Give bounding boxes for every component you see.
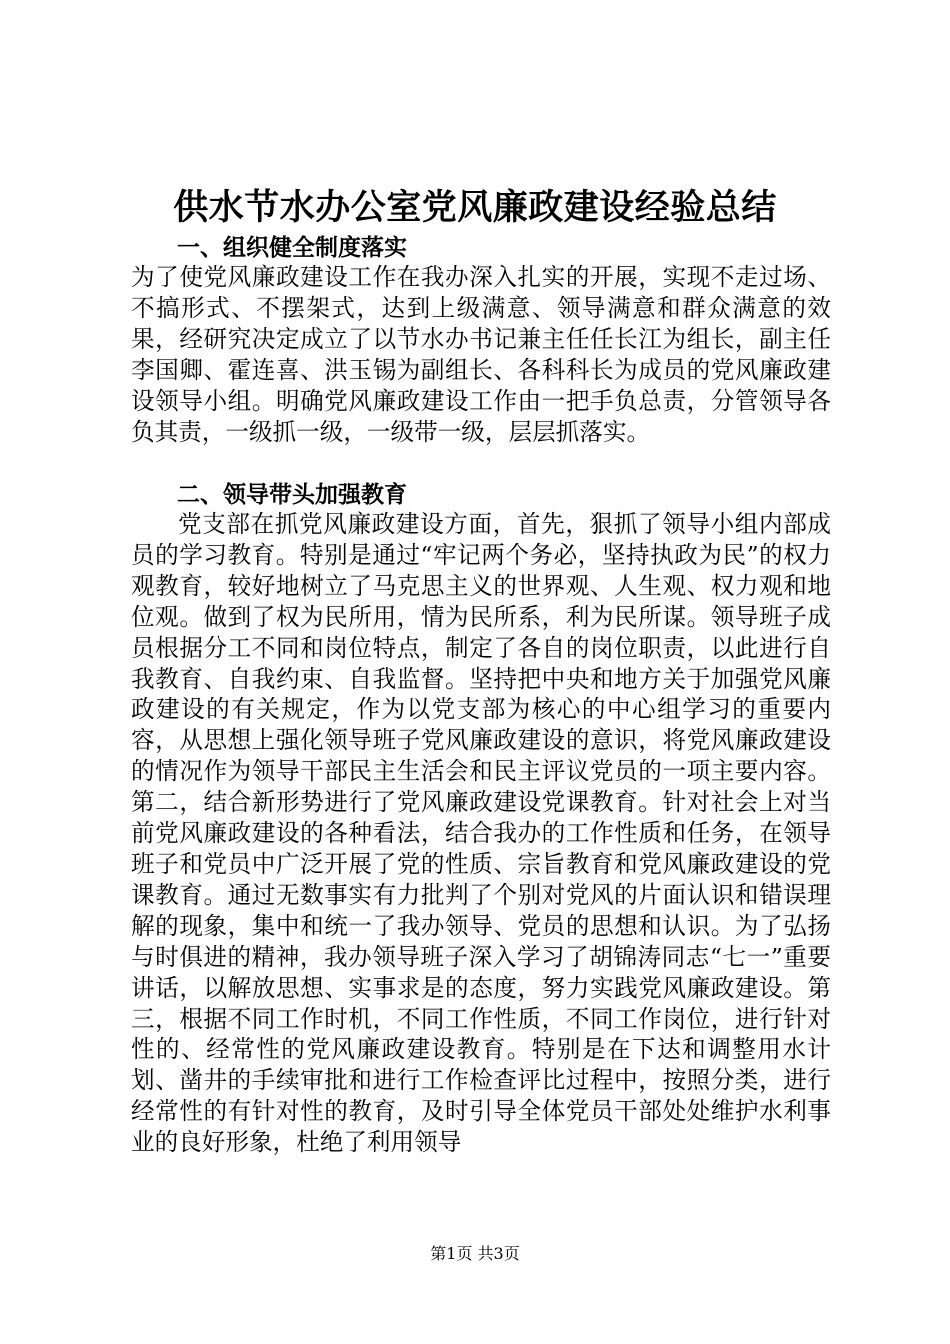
section-body-1-text: 为了使党风廉政建设工作在我办深入扎实的开展，实现不走过场、不搞形式、不摆架式，达到上级满意、领导满意和群众满意的效果，经研究决定成立了以节水办书记兼主任任长江为组长，副主任李国卿、霍连喜、洪玉锡为副组长、各科科长为成员的党风廉政建设领导小组。明确党风廉政建设工作由一把手负总责，分管领导各负其责，一级抓一级，一级带一级，层层抓落实。: [131, 263, 831, 446]
section-heading-2: 二、领导带头加强教育: [177, 482, 407, 508]
page-footer: 第1页 共3页: [430, 1244, 520, 1263]
section-body-2: [131, 488, 831, 1158]
document-title: 供水节水办公室党风廉政建设经验总结: [173, 188, 777, 228]
section-body-1: [131, 241, 831, 447]
section-body-2-text: 党支部在抓党风廉政建设方面，首先，狠抓了领导小组内部成员的学习教育。特别是通过“牢记两个务必，坚持执政为民”的权力观教育，较好地树立了马克思主义的世界观、人生观、权力观和地位观。做到了权为民所用，情为民所系，利为民所谋。领导班子成员根据分工不同和岗位特点，制定了各自的岗位职责，以此进行自我教育、自我约束、自我监督。坚持把中央和地方关于加强党风廉政建设的有关规定，作为以党支部为核心的中心组学习的重要内容，从思想上强化领导班子党风廉政建设的意识，将党风廉政建设的情况作为领导干部民主生活会和民主评议党员的一项主要内容。第二，结合新形势进行了党风廉政建设党课教育。针对社会上对当前党风廉政建设的各种看法，结合我办的工作性质和任务，在领导班子和党员中广泛开展了党的性质、宗旨教育和党风廉政建设的党课教育。通过无数事实有力批判了个别对党风的片面认识和错误理解的现象，集中和统一了我办领导、党员的思想和认识。为了弘扬与时俱进的精神，我办领导班子深入学习了胡锦涛同志“七一”重要讲话，以解放思想、实事求是的态度，努力实践党风廉政建设。第三，根据不同工作时机，不同工作性质，不同工作岗位，进行针对性的、经常性的党风廉政建设教育。特别是在下达和调整用水计划、凿井的手续审批和进行工作检查评比过程中，按照分类，进行经常性的有针对性的教育，及时引导全体党员干部处处维护水利事业的良好形象，杜绝了利用领导: [131, 510, 831, 1157]
section-heading-1: 一、组织健全制度落实: [177, 235, 407, 261]
